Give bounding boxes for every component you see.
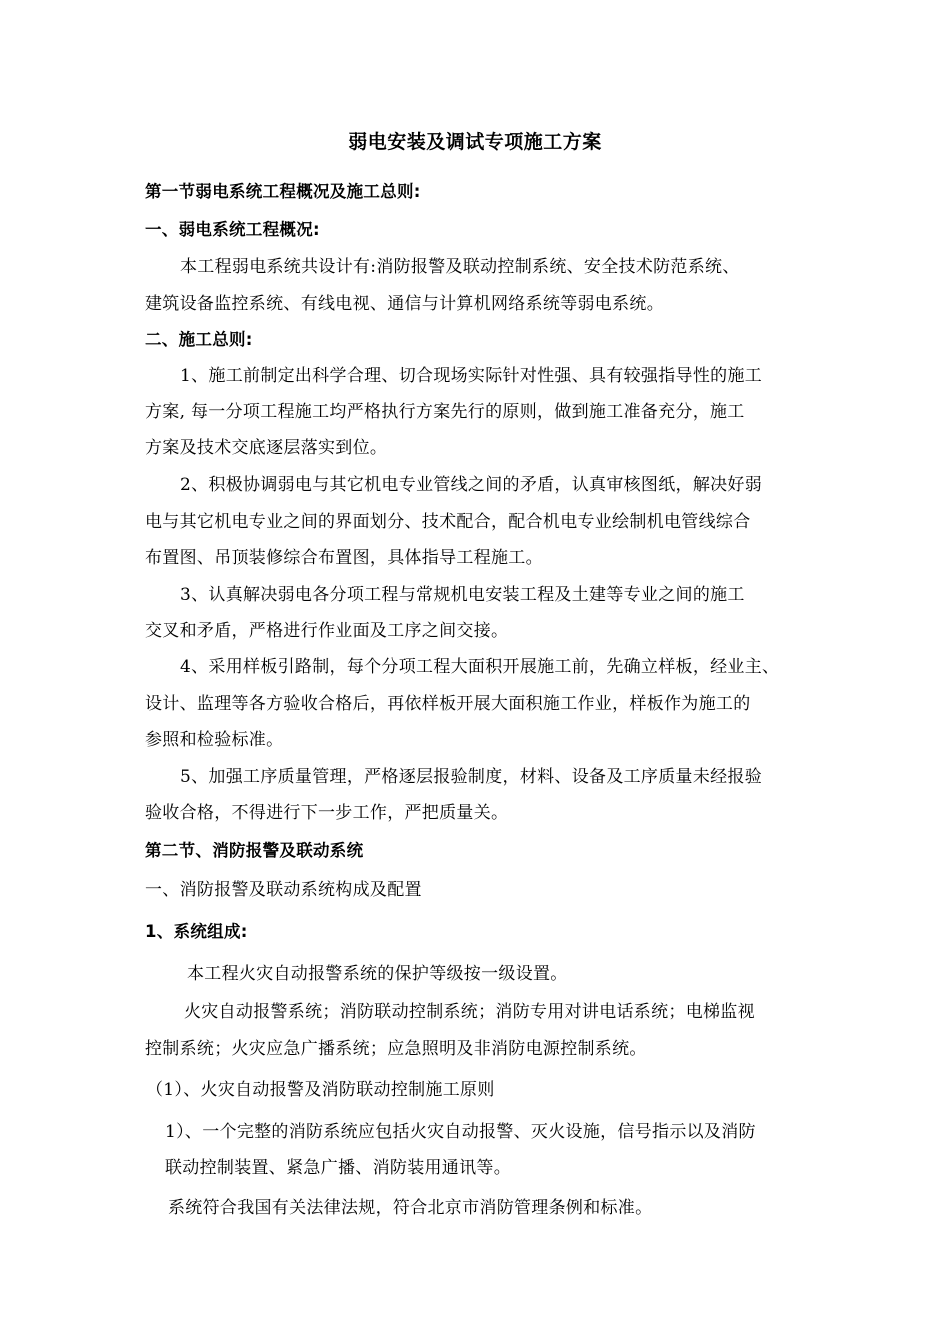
- section1-sub1-heading: 一、弱电系统工程概况:: [145, 220, 320, 239]
- rule-line: 设计、监理等各方验收合格后，再依样板开展大面积施工作业，样板作为施工的: [145, 694, 751, 714]
- item1-text2-line: 火灾自动报警系统；消防联动控制系统；消防专用对讲电话系统；电梯监视: [184, 1002, 755, 1022]
- rule-line: 验收合格，不得进行下一步工作，严把质量关。: [145, 803, 509, 823]
- section1-sub2-heading: 二、施工总则:: [145, 330, 253, 349]
- item1-text2-line: 控制系统；火灾应急广播系统；应急照明及非消防电源控制系统。: [145, 1039, 647, 1059]
- principle-text: 系统符合我国有关法律法规，符合北京市消防管理条例和标准。: [168, 1198, 653, 1218]
- rule-line: 电与其它机电专业之间的界面划分、技术配合，配合机电专业绘制机电管线综合: [145, 512, 751, 532]
- rule-line: 3、认真解决弱电各分项工程与常规机电安装工程及土建等专业之间的施工: [180, 585, 745, 605]
- rule-line: 方案, 每一分项工程施工均严格执行方案先行的原则，做到施工准备充分，施工: [145, 402, 745, 422]
- document-title: 弱电安装及调试专项施工方案: [348, 131, 602, 153]
- principle-heading: （1）、火灾自动报警及消防联动控制施工原则: [146, 1080, 495, 1100]
- rule-line: 参照和检验标准。: [145, 730, 284, 750]
- rule-line: 2、积极协调弱电与其它机电专业管线之间的矛盾，认真审核图纸，解决好弱: [180, 475, 763, 495]
- rule-line: 方案及技术交底逐层落实到位。: [145, 438, 388, 458]
- principle-1-line: 1）、一个完整的消防系统应包括火灾自动报警、灭火设施，信号指示以及消防: [165, 1122, 756, 1142]
- rule-line: 1、施工前制定出科学合理、切合现场实际针对性强、具有较强指导性的施工: [180, 366, 763, 386]
- principle-1-line: 联动控制装置、紧急广播、消防装用通讯等。: [165, 1158, 511, 1178]
- item1-heading: 1、系统组成:: [145, 922, 248, 941]
- rule-line: 5、加强工序质量管理，严格逐层报验制度，材料、设备及工序质量未经报验: [180, 767, 763, 787]
- rule-line: 4、采用样板引路制，每个分项工程大面积开展施工前，先确立样板，经业主、: [180, 657, 780, 677]
- paragraph-line: 建筑设备监控系统、有线电视、通信与计算机网络系统等弱电系统。: [145, 294, 664, 314]
- paragraph-line: 本工程弱电系统共设计有:消防报警及联动控制系统、安全技术防范系统、: [180, 257, 740, 277]
- section1-heading: 第一节弱电系统工程概况及施工总则:: [145, 182, 421, 201]
- rule-line: 布置图、吊顶装修综合布置图，具体指导工程施工。: [145, 548, 543, 568]
- item1-text1: 本工程火灾自动报警系统的保护等级按一级设置。: [187, 964, 568, 984]
- section2-sub1: 一、消防报警及联动系统构成及配置: [145, 880, 422, 900]
- rule-line: 交叉和矛盾，严格进行作业面及工序之间交接。: [145, 621, 509, 641]
- section2-heading: 第二节、消防报警及联动系统: [145, 841, 364, 860]
